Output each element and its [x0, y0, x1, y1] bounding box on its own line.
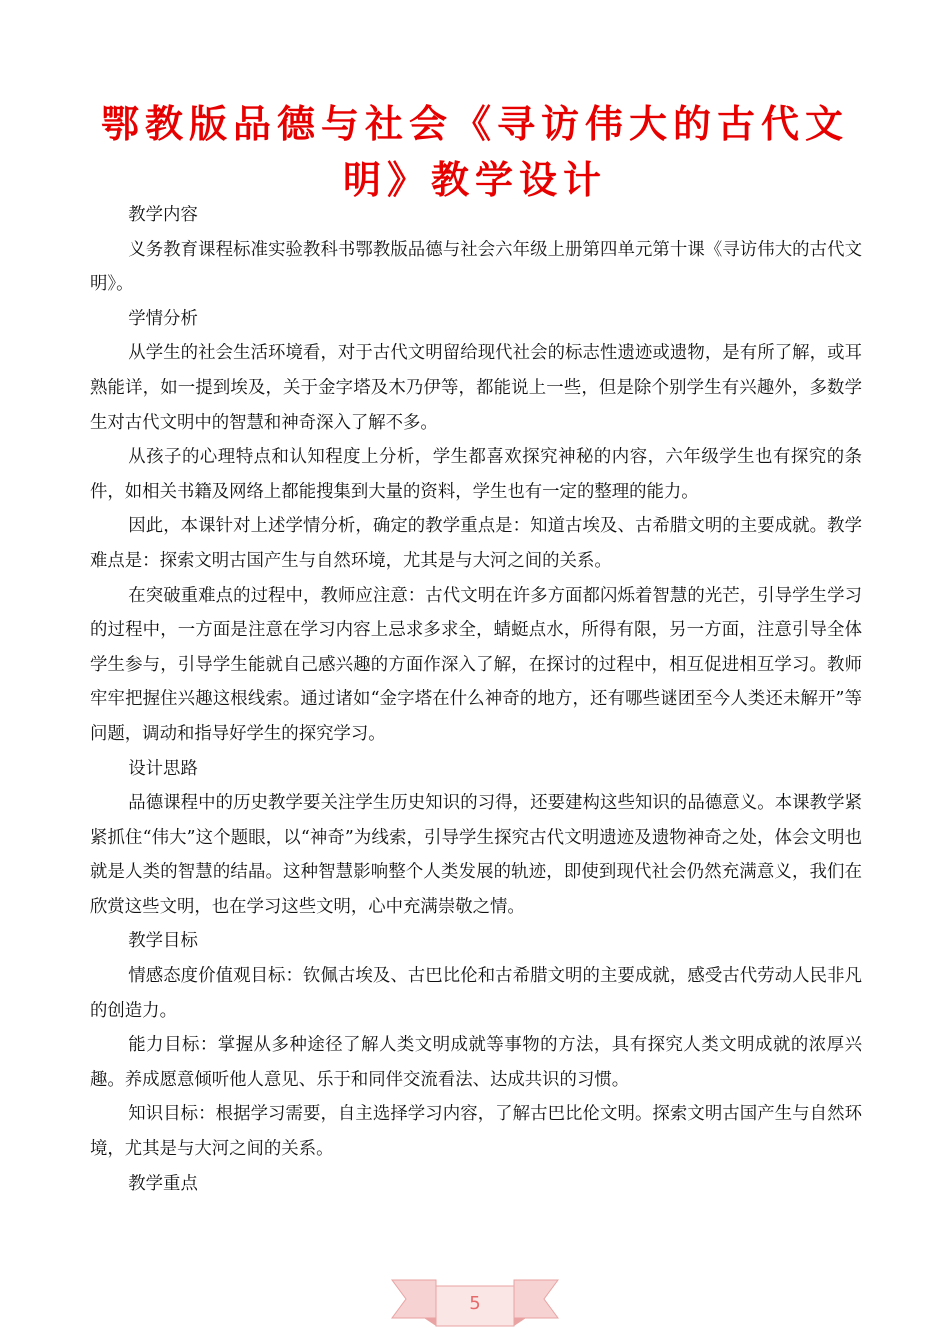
- body-paragraph: 从学生的社会生活环境看，对于古代文明留给现代社会的标志性遗迹或遗物，是有所了解，或耳熟能详，如一提到埃及，关于金字塔及木乃伊等，都能说上一些，但是除个别学生有兴趣外，多数学生对古代文明中的智慧和神奇深入了解不多。: [90, 343, 862, 433]
- page-number: 5: [469, 1293, 481, 1314]
- section-heading: 教学内容: [128, 205, 198, 225]
- body-paragraph: 品德课程中的历史教学要关注学生历史知识的习得，还要建构这些知识的品德意义。本课教学紧紧抓住“伟大”这个题眼，以“神奇”为线索，引导学生探究古代文明遗迹及遗物神奇之处，体会文明也就是人类的智慧的结晶。这种智慧影响整个人类发展的轨迹，即使到现代社会仍然充满意义，我们在欣赏这些文明，也在学习这些文明，心中充满崇敬之情。: [90, 793, 862, 917]
- section-heading: 设计思路: [128, 758, 198, 779]
- page-number-ribbon: [390, 1270, 560, 1340]
- body-paragraph: 知识目标：根据学习需要，自主选择学习内容，了解古巴比伦文明。探索文明古国产生与自然环境，尤其是与大河之间的关系。: [90, 1104, 862, 1160]
- section-heading: 教学目标: [128, 931, 198, 952]
- section-heading: 学情分析: [128, 308, 198, 329]
- document-title: 鄂教版品德与社会《寻访伟大的古代文明》教学设计: [100, 102, 849, 202]
- body-paragraph: 在突破重难点的过程中，教师应注意：古代文明在许多方面都闪烁着智慧的光芒，引导学生学习的过程中，一方面是注意在学习内容上忌求多求全，蜻蜓点水，所得有限，另一方面，注意引导全体学生参与，引导学生能就自己感兴趣的方面作深入了解，在探讨的过程中，相互促进相互学习。教师牢牢把握住兴趣这根线索。通过诸如“金字塔在什么神奇的地方，还有哪些谜团至今人类还未解开”等问题，调动和指导好学生的探究学习。: [90, 585, 862, 744]
- body-paragraph: 从孩子的心理特点和认知程度上分析，学生都喜欢探究神秘的内容，六年级学生也有探究的条件，如相关书籍及网络上都能搜集到大量的资料，学生也有一定的整理的能力。: [90, 447, 862, 502]
- section-heading: 教学重点: [128, 1173, 198, 1194]
- body-paragraph: 义务教育课程标准实验教科书鄂教版品德与社会六年级上册第四单元第十课《寻访伟大的古代文明》。: [90, 239, 862, 295]
- body-paragraph: 能力目标：掌握从多种途径了解人类文明成就等事物的方法，具有探究人类文明成就的浓厚兴趣。养成愿意倾听他人意见、乐于和同伴交流看法、达成共识的习惯。: [90, 1035, 862, 1090]
- body-paragraph: 因此，本课针对上述学情分析，确定的教学重点是：知道古埃及、古希腊文明的主要成就。教学难点是：探索文明古国产生与自然环境，尤其是与大河之间的关系。: [90, 516, 862, 571]
- document-body: [90, 198, 862, 1201]
- body-paragraph: 情感态度价值观目标：钦佩古埃及、古巴比伦和古希腊文明的主要成就，感受古代劳动人民非凡的创造力。: [90, 966, 862, 1021]
